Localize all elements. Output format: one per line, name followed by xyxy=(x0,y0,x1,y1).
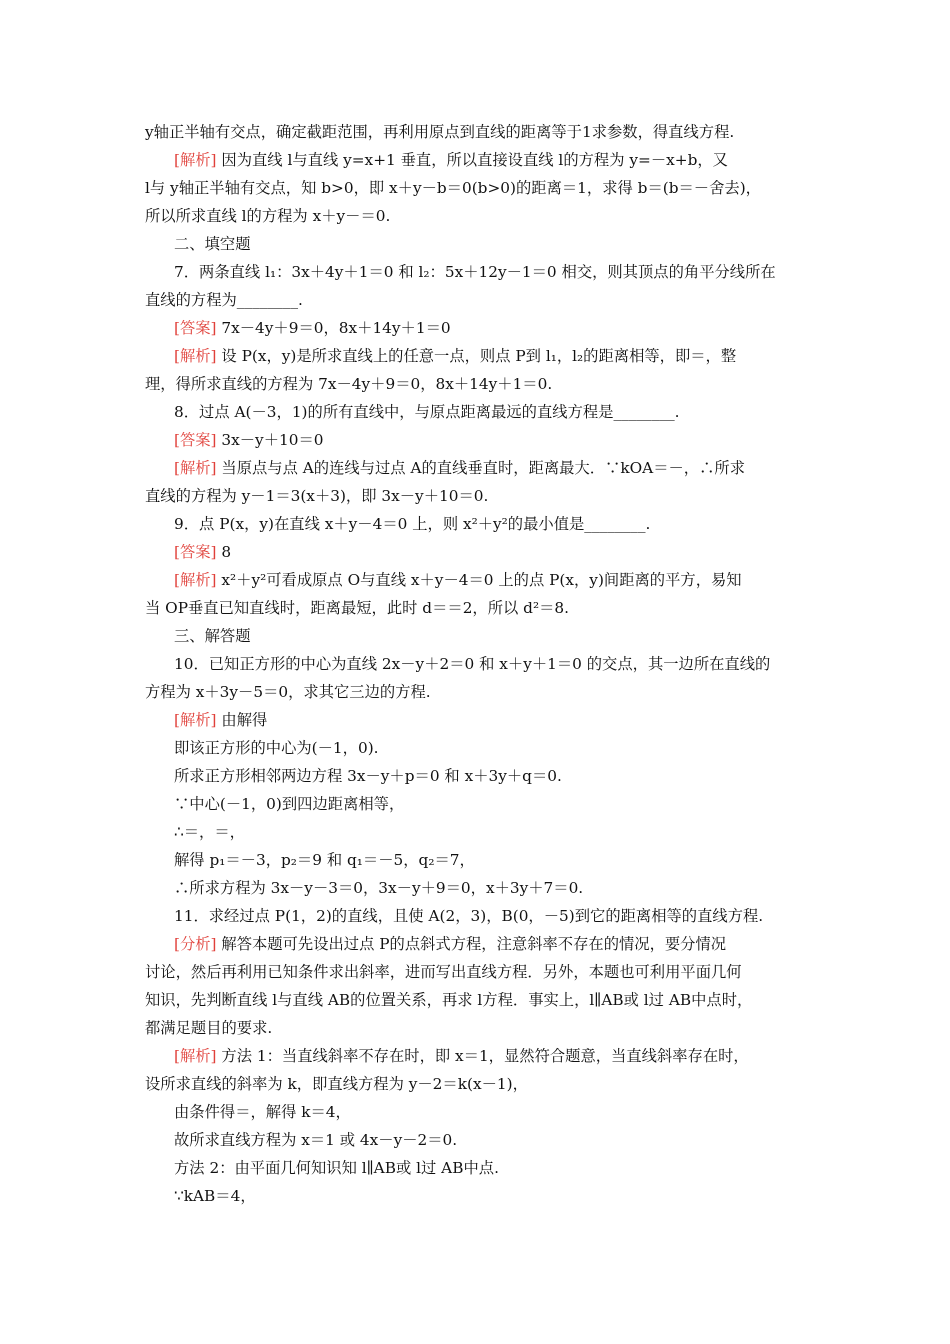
question-11: 11．求经过点 P(1，2)的直线，且使 A(2，3)，B(0，－5)到它的距离相等的直线方程. xyxy=(174,907,764,925)
line-text: 由解得 xyxy=(221,711,268,729)
line-text: 7x－4y＋9＝0，8x＋14y＋1＝0 xyxy=(221,319,451,337)
analysis-tag: [解析] xyxy=(174,1047,217,1065)
answer-line xyxy=(174,317,813,339)
line-text: 解答本题可先设出过点 P的点斜式方程，注意斜率不存在的情况，要分情况 xyxy=(221,935,727,953)
text-line: ∴所求方程为 3x－y－3＝0，3x－y＋9＝0，x＋3y＋7＝0. xyxy=(174,879,584,897)
text-line: 知识，先判断直线 l与直线 AB的位置关系，再求 l方程．事实上，l∥AB或 l过 AB中点时， xyxy=(145,991,753,1009)
text-line: 理，得所求直线的方程为 7x－4y＋9＝0，8x＋14y＋1＝0. xyxy=(145,375,553,393)
text-line: 当 OP垂直已知直线时，距离最短，此时 d＝＝2，所以 d²＝8. xyxy=(145,599,569,617)
section-heading: 三、解答题 xyxy=(174,627,251,645)
text-line: 所以所求直线 l的方程为 x＋y－＝0. xyxy=(145,207,391,225)
hint-tag: [分析] xyxy=(174,935,217,953)
analysis-line xyxy=(174,345,813,367)
line-text: 8 xyxy=(221,543,232,561)
question-8: 8．过点 A(－3，1)的所有直线中，与原点距离最远的直线方程是________. xyxy=(174,403,680,421)
text-line: 方法 2：由平面几何知识知 l∥AB或 l过 AB中点. xyxy=(174,1159,499,1177)
analysis-tag: [解析] xyxy=(174,711,217,729)
text-line: 解得 p₁＝－3，p₂＝9 和 q₁＝－5，q₂＝7， xyxy=(174,851,475,869)
text-line: ∴＝，＝， xyxy=(174,823,245,841)
analysis-line xyxy=(174,709,813,731)
answer-tag: [答案] xyxy=(174,543,217,561)
question-9: 9．点 P(x，y)在直线 x＋y－4＝0 上，则 x²＋y²的最小值是________. xyxy=(174,515,651,533)
analysis-tag: [解析] xyxy=(174,347,217,365)
text-line: y轴正半轴有交点，确定截距范围，再利用原点到直线的距离等于1求参数，得直线方程. xyxy=(145,123,735,141)
analysis-line xyxy=(174,569,813,591)
answer-tag: [答案] xyxy=(174,319,217,337)
line-text: 因为直线 l与直线 y=x+1 垂直，所以直接设直线 l的方程为 y=－x+b，又 xyxy=(221,151,728,169)
text-line: l与 y轴正半轴有交点，知 b>0，即 x＋y－b＝0(b>0)的距离＝1，求得 b＝(b＝－舍去)， xyxy=(145,179,761,197)
text-line: 故所求直线方程为 x＝1 或 4x－y－2＝0. xyxy=(174,1131,458,1149)
line-text: 3x－y＋10＝0 xyxy=(221,431,324,449)
answer-tag: [答案] xyxy=(174,431,217,449)
answer-line xyxy=(174,429,813,451)
line-text: x²＋y²可看成原点 O与直线 x＋y－4＝0 上的点 P(x，y)间距离的平方，易知 xyxy=(221,571,742,589)
text-line: 直线的方程为________. xyxy=(145,291,303,309)
question-10: 10．已知正方形的中心为直线 2x－y＋2＝0 和 x＋y＋1＝0 的交点，其一边所在直线的 xyxy=(174,655,771,673)
analysis-tag: [解析] xyxy=(174,571,217,589)
text-line: 方程为 x＋3y－5＝0，求其它三边的方程. xyxy=(145,683,431,701)
text-line: 设所求直线的斜率为 k，即直线方程为 y－2＝k(x－1)， xyxy=(145,1075,528,1093)
text-line: ∵中心(－1，0)到四边距离相等， xyxy=(174,795,405,813)
question-7: 7．两条直线 l₁：3x＋4y＋1＝0 和 l₂：5x＋12y－1＝0 相交，则其顶点的角平分线所在 xyxy=(174,263,776,281)
analysis-line xyxy=(174,457,813,479)
text-line: ∵kAB＝4， xyxy=(174,1187,256,1205)
section-heading: 二、填空题 xyxy=(174,235,251,253)
line-text: 设 P(x，y)是所求直线上的任意一点，则点 P到 l₁，l₂的距离相等，即＝，整 xyxy=(221,347,737,365)
text-line: 都满足题目的要求. xyxy=(145,1019,273,1037)
line-text: 当原点与点 A的连线与过点 A的直线垂直时，距离最大．∵kOA＝－，∴所求 xyxy=(221,459,745,477)
text-line: 所求正方形相邻两边方程 3x－y＋p＝0 和 x＋3y＋q＝0. xyxy=(174,767,562,785)
analysis-line xyxy=(174,933,813,955)
analysis-tag: [解析] xyxy=(174,459,217,477)
answer-line xyxy=(174,541,813,563)
analysis-line xyxy=(174,1045,813,1067)
analysis-tag: [解析] xyxy=(174,151,217,169)
text-line: 即该正方形的中心为(－1，0). xyxy=(174,739,379,757)
line-text: 方法 1：当直线斜率不存在时，即 x＝1，显然符合题意，当直线斜率存在时， xyxy=(221,1047,749,1065)
text-line: 由条件得＝，解得 k＝4， xyxy=(174,1103,351,1121)
text-line: 直线的方程为 y－1＝3(x＋3)，即 3x－y＋10＝0. xyxy=(145,487,489,505)
text-line xyxy=(174,149,813,171)
text-line: 讨论，然后再利用已知条件求出斜率，进而写出直线方程．另外，本题也可利用平面几何 xyxy=(145,963,742,981)
